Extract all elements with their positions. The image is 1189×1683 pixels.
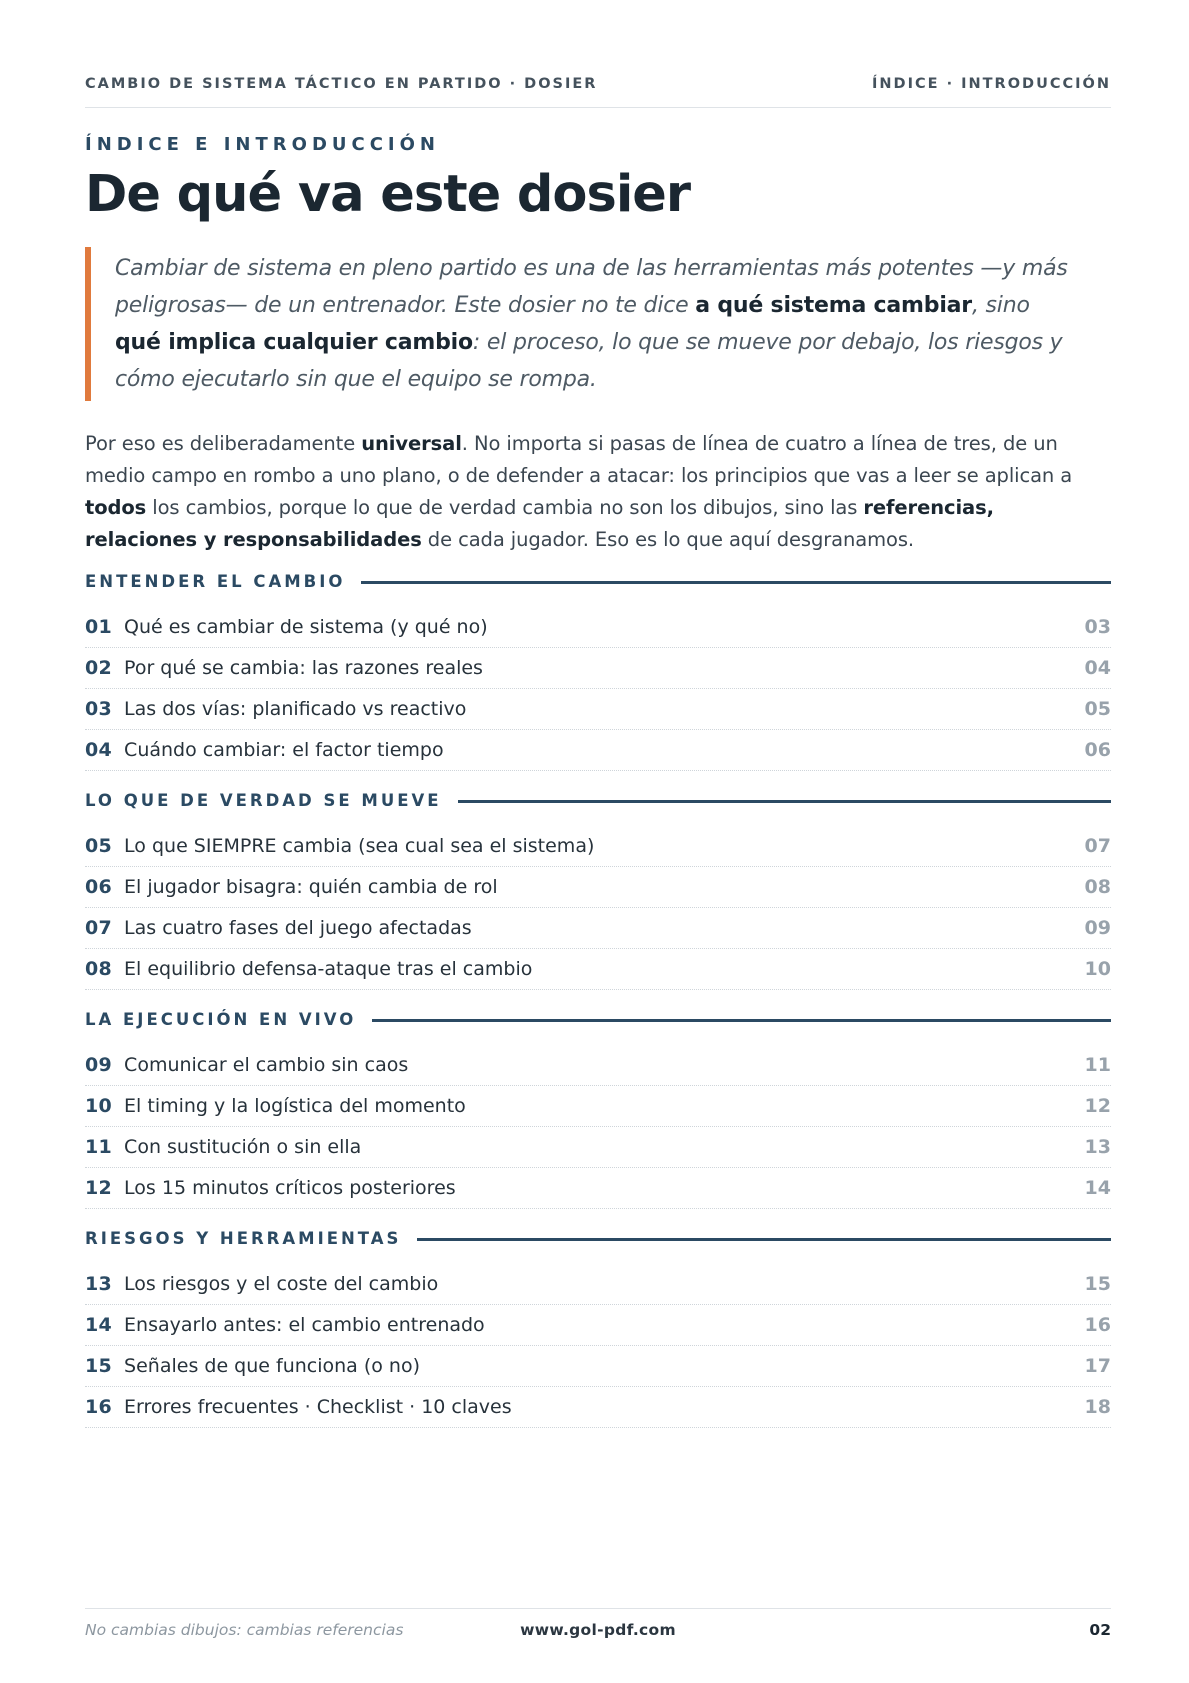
lead-emphasis: qué implica cualquier cambio bbox=[115, 330, 473, 355]
toc-section-header bbox=[85, 568, 1111, 596]
toc-entry-page: 09 bbox=[1084, 917, 1111, 939]
toc-entry-title: Qué es cambiar de sistema (y qué no) bbox=[124, 616, 488, 638]
toc-entry-number: 07 bbox=[85, 917, 113, 939]
intro-emphasis: todos bbox=[85, 496, 147, 519]
toc-section-header bbox=[85, 787, 1111, 815]
toc-entry-title: Con sustitución o sin ella bbox=[124, 1136, 362, 1158]
intro-text: los cambios, porque lo que de verdad cambia no son los dibujos, sino las bbox=[146, 496, 864, 519]
footer-page-number: 02 bbox=[1089, 1621, 1111, 1639]
toc-entry-title: El equilibrio defensa-ataque tras el cambio bbox=[124, 958, 533, 980]
toc-entry-title: Señales de que funciona (o no) bbox=[124, 1355, 421, 1377]
toc-entry-number: 05 bbox=[85, 835, 113, 857]
toc-entry-number: 01 bbox=[85, 616, 113, 638]
toc-entry-page: 10 bbox=[1084, 958, 1111, 980]
toc-entry-number: 11 bbox=[85, 1136, 113, 1158]
toc-section-header bbox=[85, 1006, 1111, 1034]
toc-entry[interactable] bbox=[85, 1168, 1111, 1209]
running-header bbox=[85, 75, 1111, 108]
section-divider-rule bbox=[361, 581, 1111, 584]
toc-entry[interactable] bbox=[85, 949, 1111, 990]
section-divider-rule bbox=[417, 1238, 1111, 1241]
section-divider-rule bbox=[372, 1019, 1111, 1022]
lead-paragraph bbox=[115, 250, 1081, 398]
toc-section bbox=[85, 1225, 1111, 1428]
toc-entry[interactable] bbox=[85, 826, 1111, 867]
toc-section bbox=[85, 1006, 1111, 1209]
toc-entry-number: 12 bbox=[85, 1177, 113, 1199]
toc-entry-page: 08 bbox=[1084, 876, 1111, 898]
toc-entry[interactable] bbox=[85, 730, 1111, 771]
header-document-title: CAMBIO DE SISTEMA TÁCTICO EN PARTIDO · DOSIER bbox=[85, 76, 598, 92]
toc-entry[interactable] bbox=[85, 648, 1111, 689]
toc-entry-title: Los riesgos y el coste del cambio bbox=[124, 1273, 439, 1295]
intro-text: . No importa si pasas de línea de cuatro a línea de tres, de un medio campo en rombo a uno plano, o de defender a atacar: los principios que vas a leer se aplican a bbox=[85, 432, 1073, 487]
toc-entry-number: 13 bbox=[85, 1273, 113, 1295]
toc-entry-page: 15 bbox=[1084, 1273, 1111, 1295]
toc-entry-title: Comunicar el cambio sin caos bbox=[124, 1054, 409, 1076]
page-title: De qué va este dosier bbox=[85, 165, 691, 224]
document-page bbox=[85, 0, 1111, 1683]
toc-entry-page: 17 bbox=[1084, 1355, 1111, 1377]
toc-entry[interactable] bbox=[85, 867, 1111, 908]
toc-entry[interactable] bbox=[85, 1346, 1111, 1387]
intro-paragraph bbox=[85, 428, 1111, 556]
intro-emphasis: referencias, relaciones y responsabilidades bbox=[85, 496, 994, 551]
toc-entry-number: 09 bbox=[85, 1054, 113, 1076]
page-footer bbox=[85, 1608, 1111, 1651]
intro-text: Por eso es deliberadamente bbox=[85, 432, 362, 455]
toc-entry[interactable] bbox=[85, 689, 1111, 730]
toc-entry-page: 03 bbox=[1084, 616, 1111, 638]
lead-text: : el proceso, lo que se mueve por debajo, los riesgos y cómo ejecutarlo sin que el equipo se rompa. bbox=[115, 330, 1063, 392]
toc-entry-page: 12 bbox=[1084, 1095, 1111, 1117]
toc-section-header bbox=[85, 1225, 1111, 1253]
lead-quote bbox=[85, 247, 1111, 401]
section-kicker: ÍNDICE E INTRODUCCIÓN bbox=[85, 134, 440, 155]
toc-entry-title: Por qué se cambia: las razones reales bbox=[124, 657, 483, 679]
toc-entry-title: Lo que SIEMPRE cambia (sea cual sea el sistema) bbox=[124, 835, 595, 857]
footer-website-link[interactable]: www.gol-pdf.com bbox=[520, 1621, 676, 1639]
toc-entry[interactable] bbox=[85, 1387, 1111, 1428]
toc-entry-number: 06 bbox=[85, 876, 113, 898]
footer-tagline: No cambias dibujos: cambias referencias bbox=[85, 1621, 404, 1639]
lead-text: Cambiar de sistema en pleno partido es una de las herramientas más potentes —y más peligrosas— de un entrenador. Este dosier no te dice bbox=[115, 256, 1068, 318]
toc-entry-page: 06 bbox=[1084, 739, 1111, 761]
toc-entry-page: 07 bbox=[1084, 835, 1111, 857]
intro-emphasis: universal bbox=[361, 432, 462, 455]
toc-entry-number: 02 bbox=[85, 657, 113, 679]
toc-entry-number: 04 bbox=[85, 739, 113, 761]
toc-entry-title: Cuándo cambiar: el factor tiempo bbox=[124, 739, 444, 761]
toc-entry-page: 16 bbox=[1084, 1314, 1111, 1336]
toc-entry-number: 16 bbox=[85, 1396, 113, 1418]
toc-entry-page: 11 bbox=[1084, 1054, 1111, 1076]
intro-text: de cada jugador. Eso es lo que aquí desgranamos. bbox=[421, 528, 915, 551]
section-divider-rule bbox=[458, 800, 1111, 803]
toc-entry[interactable] bbox=[85, 1086, 1111, 1127]
toc-entry[interactable] bbox=[85, 908, 1111, 949]
header-section-title: ÍNDICE · INTRODUCCIÓN bbox=[872, 76, 1111, 92]
toc-section-title: RIESGOS Y HERRAMIENTAS bbox=[85, 1229, 402, 1248]
table-of-contents bbox=[85, 568, 1111, 1444]
toc-entry-page: 14 bbox=[1084, 1177, 1111, 1199]
toc-section-title: LA EJECUCIÓN EN VIVO bbox=[85, 1010, 357, 1029]
toc-entry-page: 18 bbox=[1084, 1396, 1111, 1418]
toc-entry[interactable] bbox=[85, 1264, 1111, 1305]
toc-entry-number: 14 bbox=[85, 1314, 113, 1336]
toc-entry-number: 15 bbox=[85, 1355, 113, 1377]
toc-entry-page: 13 bbox=[1084, 1136, 1111, 1158]
toc-entry-page: 04 bbox=[1084, 657, 1111, 679]
toc-entry-title: Ensayarlo antes: el cambio entrenado bbox=[124, 1314, 485, 1336]
toc-entry-title: Las cuatro fases del juego afectadas bbox=[124, 917, 472, 939]
toc-entry-title: Las dos vías: planificado vs reactivo bbox=[124, 698, 467, 720]
toc-entry[interactable] bbox=[85, 1045, 1111, 1086]
toc-entry-title: Errores frecuentes · Checklist · 10 claves bbox=[124, 1396, 512, 1418]
toc-entry[interactable] bbox=[85, 607, 1111, 648]
toc-entry[interactable] bbox=[85, 1305, 1111, 1346]
toc-entry-number: 10 bbox=[85, 1095, 113, 1117]
toc-section bbox=[85, 787, 1111, 990]
toc-entry-title: Los 15 minutos críticos posteriores bbox=[124, 1177, 456, 1199]
toc-section bbox=[85, 568, 1111, 771]
toc-entry[interactable] bbox=[85, 1127, 1111, 1168]
lead-emphasis: a qué sistema cambiar bbox=[695, 293, 972, 318]
toc-entry-title: El timing y la logística del momento bbox=[124, 1095, 466, 1117]
toc-section-title: LO QUE DE VERDAD SE MUEVE bbox=[85, 791, 442, 810]
toc-entry-title: El jugador bisagra: quién cambia de rol bbox=[124, 876, 498, 898]
toc-section-title: ENTENDER EL CAMBIO bbox=[85, 572, 346, 591]
toc-entry-number: 08 bbox=[85, 958, 113, 980]
toc-entry-page: 05 bbox=[1084, 698, 1111, 720]
toc-entry-number: 03 bbox=[85, 698, 113, 720]
lead-text: , sino bbox=[971, 293, 1030, 318]
